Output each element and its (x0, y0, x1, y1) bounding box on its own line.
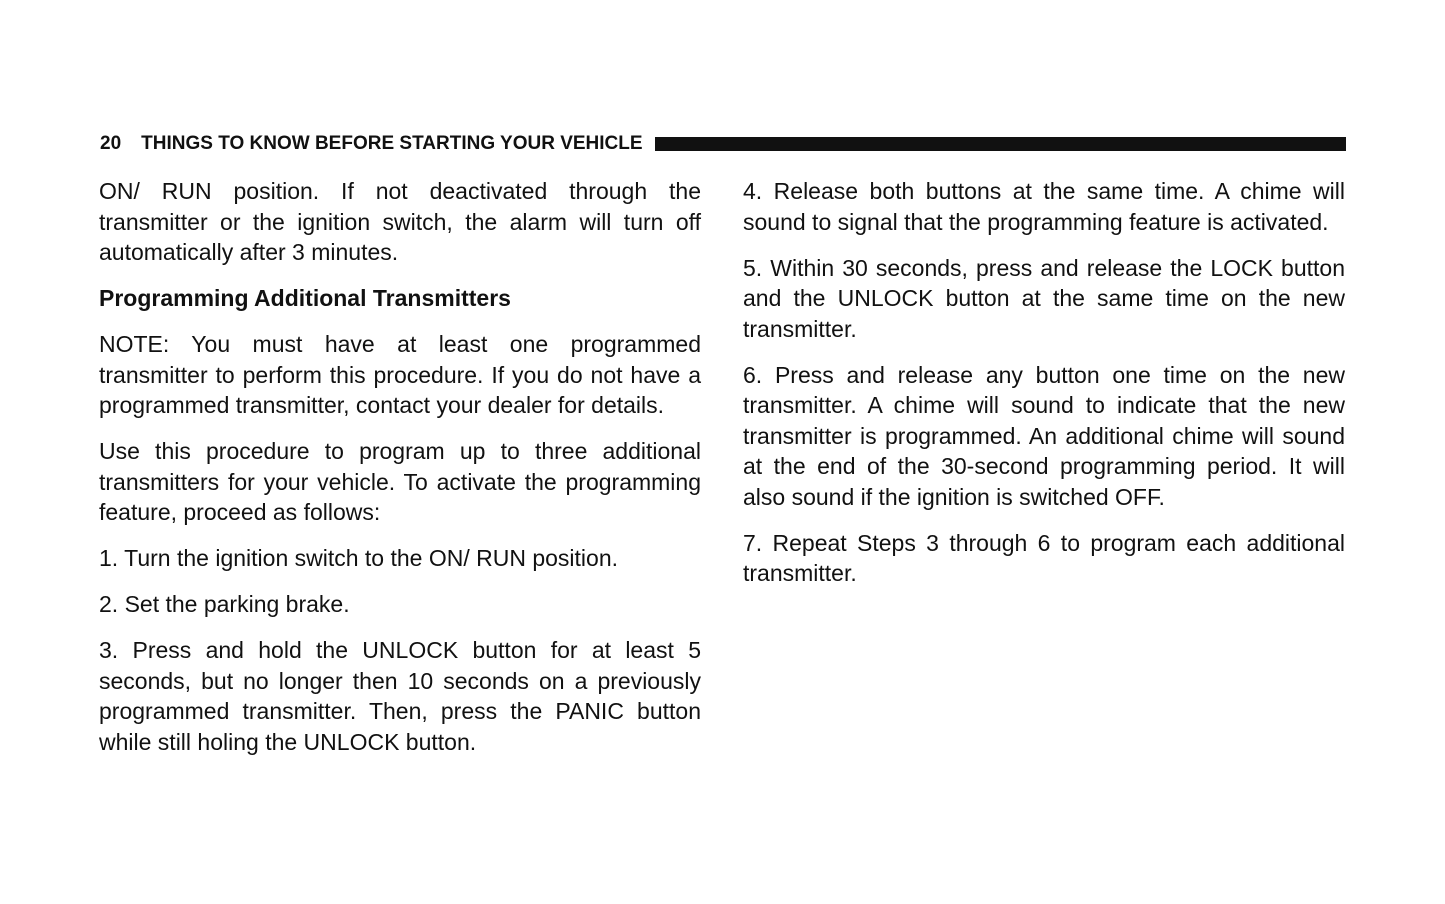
step-5: 5. Within 30 seconds, press and release the LOCK button and the UNLOCK button at the same time on the new transmitter. (743, 254, 1345, 342)
usage-paragraph: Use this procedure to program up to three additional transmitters for your vehicle. To activate the programming feature, proceed as follows: (99, 438, 701, 525)
section-heading: Programming Additional Transmitters (99, 285, 511, 311)
page-header (100, 132, 1346, 156)
step-6: 6. Press and release any button one time on the new transmitter. A chime will sound to indicate that the new transmitter is programmed. An additional chime will sound at the end of the 30-second programming period. It will also sound if the ignition is switched OFF. (743, 361, 1345, 510)
step-4: 4. Release both buttons at the same time. A chime will sound to signal that the programming feature is activated. (743, 178, 1345, 235)
intro-paragraph: ON/ RUN position. If not deactivated through the transmitter or the ignition switch, the alarm will turn off automatically after 3 minutes. (99, 178, 701, 265)
page-number: 20 (100, 133, 122, 154)
section-title: THINGS TO KNOW BEFORE STARTING YOUR VEHICLE (141, 133, 643, 154)
right-column (743, 176, 1345, 604)
step-1: 1. Turn the ignition switch to the ON/ RUN position. (99, 545, 619, 571)
step-7: 7. Repeat Steps 3 through 6 to program each additional transmitter. (743, 529, 1345, 586)
note-paragraph: NOTE: You must have at least one programmed transmitter to perform this procedure. If you do not have a programmed transmitter, contact your dealer for details. (99, 331, 701, 418)
step-3: 3. Press and hold the UNLOCK button for at least 5 seconds, but no longer then 10 seconds on a previously programmed transmitter. Then, press the PANIC button while still holing the UNLOCK button. (99, 637, 701, 755)
step-2: 2. Set the parking brake. (99, 591, 350, 617)
left-column (99, 176, 701, 773)
header-rule (655, 137, 1346, 151)
